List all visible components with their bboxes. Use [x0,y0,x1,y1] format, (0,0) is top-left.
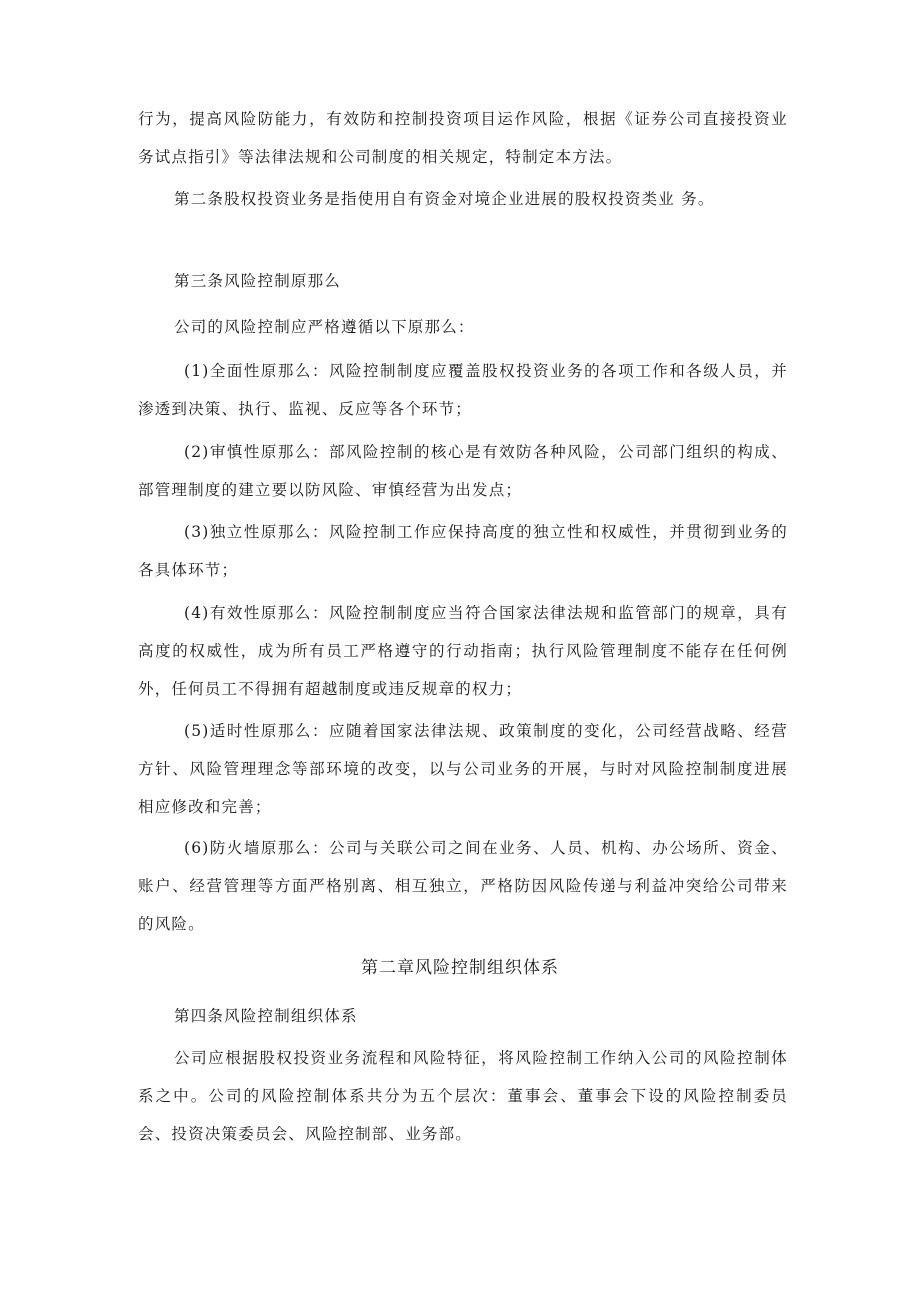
principle-1-line-1: (1)全面性原那么：风险控制制度应覆盖股权投资业务的各项工作和各级人员，并 [184,362,788,380]
article-3-line [138,272,341,290]
article-3-paragraph [138,262,788,300]
principle-2-line-1: (2)审慎性原那么：部风险控制的核心是有效防各种风险，公司部门组织的构成、 [184,443,788,461]
principle-6 [138,829,788,943]
article-4-line-1: 公司应根据股权投资业务流程和风险特征，将风险控制工作纳入公司的风险控制体 [174,1049,788,1067]
article-2-label: 第二条 [174,190,225,208]
principle-5-line-1: (5)适时性原那么：应随着国家法律法规、政策制度的变化，公司经营战略、经营 [184,722,788,740]
intro-paragraph [138,100,788,176]
intro-line-2: 务试点指引》等法律法规和公司制度的相关规定，特制定本方法。 [138,148,623,166]
principle-1 [138,352,788,428]
article-2-line-1 [138,190,675,208]
article-2-line-2: 务。 [681,190,715,208]
principles-intro-paragraph [138,308,788,346]
principle-2-line-2: 部管理制度的建立要以防风险、审慎经营为出发点； [138,481,523,499]
article-3-label: 第三条 [174,272,225,290]
principle-5-line-2: 方针、风险管理理念等部环境的改变，以与公司业务的开展，与时对风险控制制度进展 [138,760,788,778]
article-2-text: 股权投资业务是指使用自有资金对境企业进展的股权投资类业 [224,190,676,208]
article-4-line-3: 会、投资决策委员会、风险控制部、业务部。 [138,1125,473,1143]
principle-1-line-2: 渗透到决策、执行、监视、反应等各个环节； [138,400,473,418]
principle-5-line-3: 相应修改和完善； [138,798,272,816]
principle-6-line-1: (6)防火墙原那么：公司与关联公司之间在业务、人员、机构、办公场所、资金、 [184,839,788,857]
principle-2 [138,433,788,509]
article-4-title-paragraph [138,997,788,1035]
principles-intro: 公司的风险控制应严格遵循以下原那么： [174,318,475,336]
principle-4-line-3: 外，任何员工不得拥有超越制度或违反规章的权力； [138,680,523,698]
chapter-2-heading: 第二章风险控制组织体系 [361,958,559,978]
principle-3-line-2: 各具体环节； [138,561,239,579]
article-4-title: 第四条风险控制组织体系 [174,1007,358,1025]
article-4-paragraph [138,1039,788,1153]
principle-3-line-1: (3)独立性原那么：风险控制工作应保持高度的独立性和权威性，并贯彻到业务的 [184,523,788,541]
principle-4-line-1: (4)有效性原那么：风险控制制度应当符合国家法律法规和监管部门的规章，具有 [184,604,788,622]
article-4-line-2: 系之中。公司的风险控制体系共分为五个层次：董事会、董事会下设的风险控制委员 [138,1087,788,1105]
principle-6-line-3: 的风险。 [138,915,205,933]
article-2-paragraph [138,180,788,218]
principle-4 [138,594,788,708]
principle-3 [138,513,788,589]
principle-6-line-2: 账户、经营管理等方面严格别离、相互独立，严格防因风险传递与利益冲突给公司带来 [138,877,788,895]
intro-line-1: 行为，提高风险防能力，有效防和控制投资项目运作风险，根据《证券公司直接投资业 [138,110,788,128]
article-3-title: 风险控制原那么 [224,272,342,290]
principle-4-line-2: 高度的权威性，成为所有员工严格遵守的行动指南；执行风险管理制度不能存在任何例 [138,642,788,660]
principle-5 [138,712,788,826]
